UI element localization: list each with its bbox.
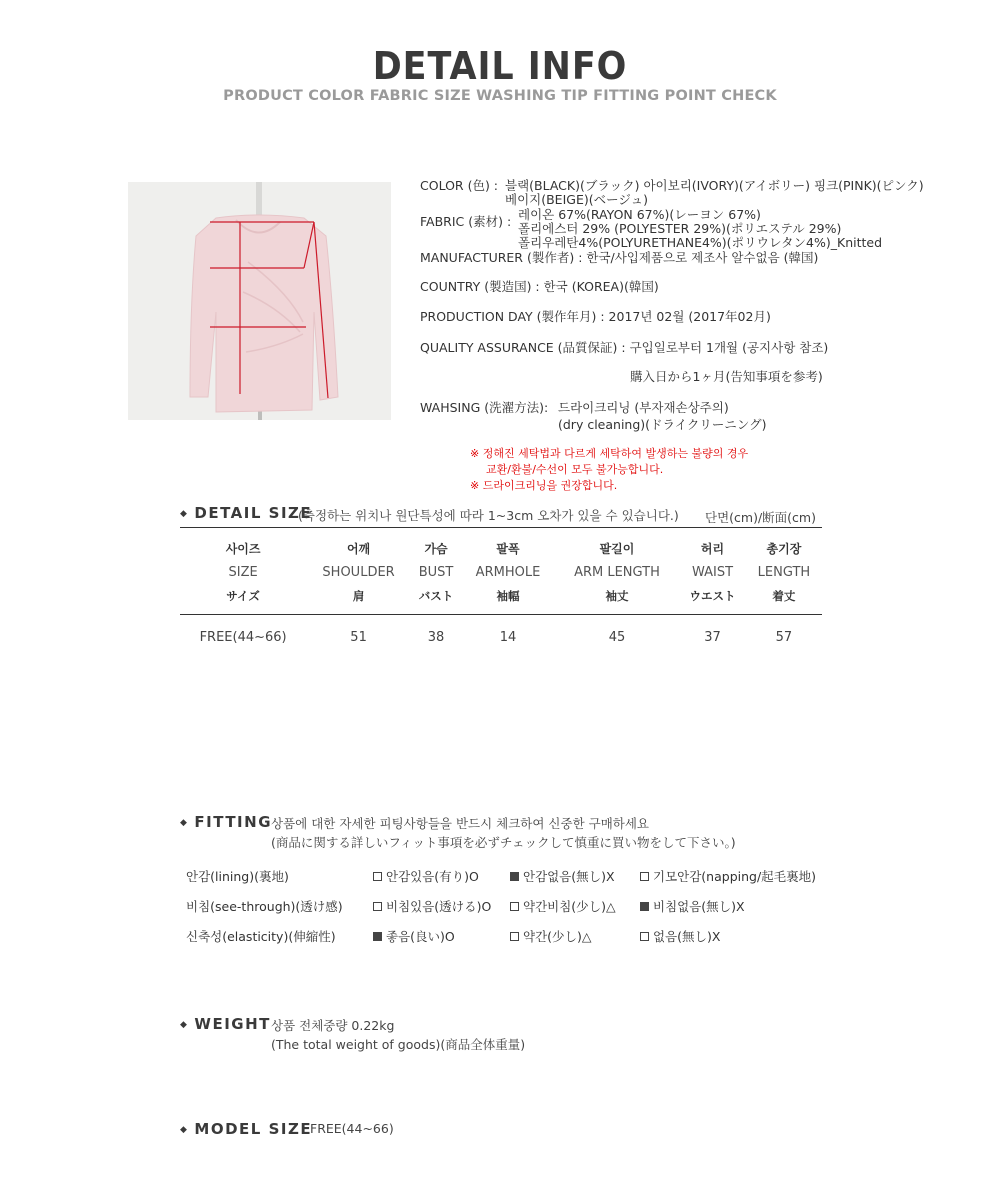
header-kr-shoulder: 어깨 [346,541,371,556]
checkbox-icon [640,932,649,941]
header-kr-waist: 허리 [700,541,725,556]
country-text: COUNTRY (製造国) : 한국 (KOREA)(韓国) [420,279,659,294]
fitting-label-lining: 안감(lining)(裏地) [186,869,289,884]
header-en-arm-length: ARM LENGTH [574,564,660,580]
header-kr-bust: 가슴 [424,541,448,556]
fitting-label-elasticity: 신축성(elasticity)(伸縮性) [186,929,336,944]
see-through-option-1 [373,897,491,915]
option-label: 안감없음(無し)X [523,869,615,884]
header-kr-armhole: 팔폭 [496,541,520,556]
see-through-option-3 [640,897,745,915]
fitting-note-line1: 상품에 대한 자세한 피팅사항들을 반드시 체크하여 신중한 구매하세요 [271,816,649,831]
option-label: 기모안감(napping/起毛裏地) [653,869,817,884]
checkbox-icon [640,872,649,881]
checkbox-icon [510,902,519,911]
fabric-label: FABRIC (素材) : [420,214,512,229]
cell-waist: 37 [704,629,721,645]
fitting-label-see-through: 비침(see-through)(透け感) [186,899,343,914]
diamond-icon: ◆ [180,1020,189,1030]
cell-size: FREE(44~66) [199,629,287,645]
elasticity-option-2 [510,927,592,945]
fitting-heading-text: FITTING [194,813,273,831]
quality-assurance-line1: QUALITY ASSURANCE (品質保証) : 구입일로부터 1개월 (공지사항 참조) [420,340,829,355]
notice-line3: ※ 드라이크리닝을 권장합니다. [470,479,618,492]
fabric-value-line1: 레이온 67%(RAYON 67%)(レーヨン 67%) [518,207,761,222]
cell-length: 57 [775,629,793,645]
washing-label: WAHSING (洗濯方法): [420,400,549,415]
header-jp-bust: バスト [411,584,461,615]
detail-size-heading-text: DETAIL SIZE [194,504,313,522]
header-jp-waist: ウエスト [679,584,746,615]
elasticity-option-1 [373,927,455,945]
weight-heading-text: WEIGHT [194,1015,271,1033]
detail-size-heading [180,504,312,522]
page-subtitle: PRODUCT COLOR FABRIC SIZE WASHING TIP FITTING POINT CHECK [223,88,777,104]
header-en-armhole: ARMHOLE [475,564,541,580]
color-value-line2: 베이지(BEIGE)(ベージュ) [505,192,648,207]
page-title: DETAIL INFO [372,44,628,88]
production-day-text: PRODUCTION DAY (製作年月) : 2017년 02월 (2017年02月) [420,309,771,324]
garment-illustration [128,182,391,420]
fitting-note-line2: (商品に関する詳しいフィット事項を必ずチェックして慎重に買い物をして下さい。) [271,835,736,850]
fabric-value-line2: 폴리에스터 29% (POLYESTER 29%)(ポリエステル 29%) [518,221,842,236]
diamond-icon: ◆ [180,509,189,519]
washing-value-line2: (dry cleaning)(ドライクリーニング) [558,417,767,432]
checkbox-checked-icon [640,902,649,911]
weight-line1: 상품 전체중량 0.22kg [271,1018,395,1033]
weight-line2: (The total weight of goods)(商品全体重量) [271,1037,526,1052]
header-en-size: SIZE [228,564,258,580]
checkbox-icon [373,872,382,881]
elasticity-option-3 [640,927,720,945]
cell-arm-length: 45 [608,629,626,645]
notice-line2: 교환/환불/수선이 모두 불가능합니다. [486,463,664,476]
header-jp-length: 着丈 [746,584,822,615]
cell-armhole: 14 [499,629,517,645]
checkbox-checked-icon [510,872,519,881]
header-en-waist: WAIST [691,564,734,580]
weight-heading [180,1015,271,1033]
diamond-icon: ◆ [180,1125,189,1135]
diamond-icon: ◆ [180,818,189,828]
model-size-value: FREE(44~66) [310,1121,394,1136]
lining-option-2 [510,867,615,885]
header-en-length: LENGTH [757,564,811,580]
header-jp-size: サイズ [180,584,306,615]
color-label: COLOR (色) : [420,178,499,193]
fabric-value-line3: 폴리우레탄4%(POLYURETHANE4%)(ポリウレタン4%)_Knitted [518,235,883,250]
cell-bust: 38 [427,629,445,645]
model-size-heading [180,1120,312,1138]
header-en-shoulder: SHOULDER [322,564,395,580]
size-header-row-kr [180,528,822,560]
checkbox-icon [510,932,519,941]
header-jp-shoulder: 肩 [306,584,411,615]
fitting-heading [180,813,272,831]
lining-option-3 [640,867,816,885]
detail-size-note: (측정하는 위치나 원단특성에 따라 1~3cm 오차가 있을 수 있습니다.) [298,508,679,523]
manufacturer-text: MANUFACTURER (製作者) : 한국/사입제품으로 제조사 알수없음 (韓国) [420,250,819,265]
option-label: 비침없음(無し)X [653,899,745,914]
size-header-row-en [180,560,822,584]
header-jp-arm-length: 袖丈 [555,584,679,615]
option-label: 좋음(良い)O [386,929,455,944]
see-through-option-2 [510,897,616,915]
header-kr-arm-length: 팔길이 [599,541,635,556]
detail-size-unit: 단면(cm)/断面(cm) [705,510,816,525]
option-label: 없음(無し)X [653,929,721,944]
product-image [128,182,391,420]
washing-value-line1: 드라이크리닝 (부자재손상주의) [558,400,729,415]
header-kr-size: 사이즈 [225,541,261,556]
checkbox-checked-icon [373,932,382,941]
table-row [180,615,822,650]
option-label: 약간비침(少し)△ [523,899,616,914]
checkbox-icon [373,902,382,911]
header-kr-length: 총기장 [766,541,802,556]
header-jp-armhole: 袖幅 [461,584,555,615]
cell-shoulder: 51 [350,629,367,645]
notice-line1: ※ 정해진 세탁법과 다르게 세탁하여 발생하는 불량의 경우 [470,447,749,460]
color-value-line1: 블랙(BLACK)(ブラック) 아이보리(IVORY)(アイボリー) 핑크(PINK)(ピンク) [505,178,924,193]
size-table [180,528,822,649]
option-label: 약간(少し)△ [523,929,592,944]
quality-assurance-line2: 購入日から1ヶ月(告知事項を参考) [630,369,823,384]
option-label: 안감있음(有り)O [386,869,479,884]
model-size-heading-text: MODEL SIZE [194,1120,313,1138]
lining-option-1 [373,867,479,885]
size-header-row-jp [180,584,822,615]
option-label: 비침있음(透ける)O [386,899,492,914]
header-en-bust: BUST [418,564,454,580]
